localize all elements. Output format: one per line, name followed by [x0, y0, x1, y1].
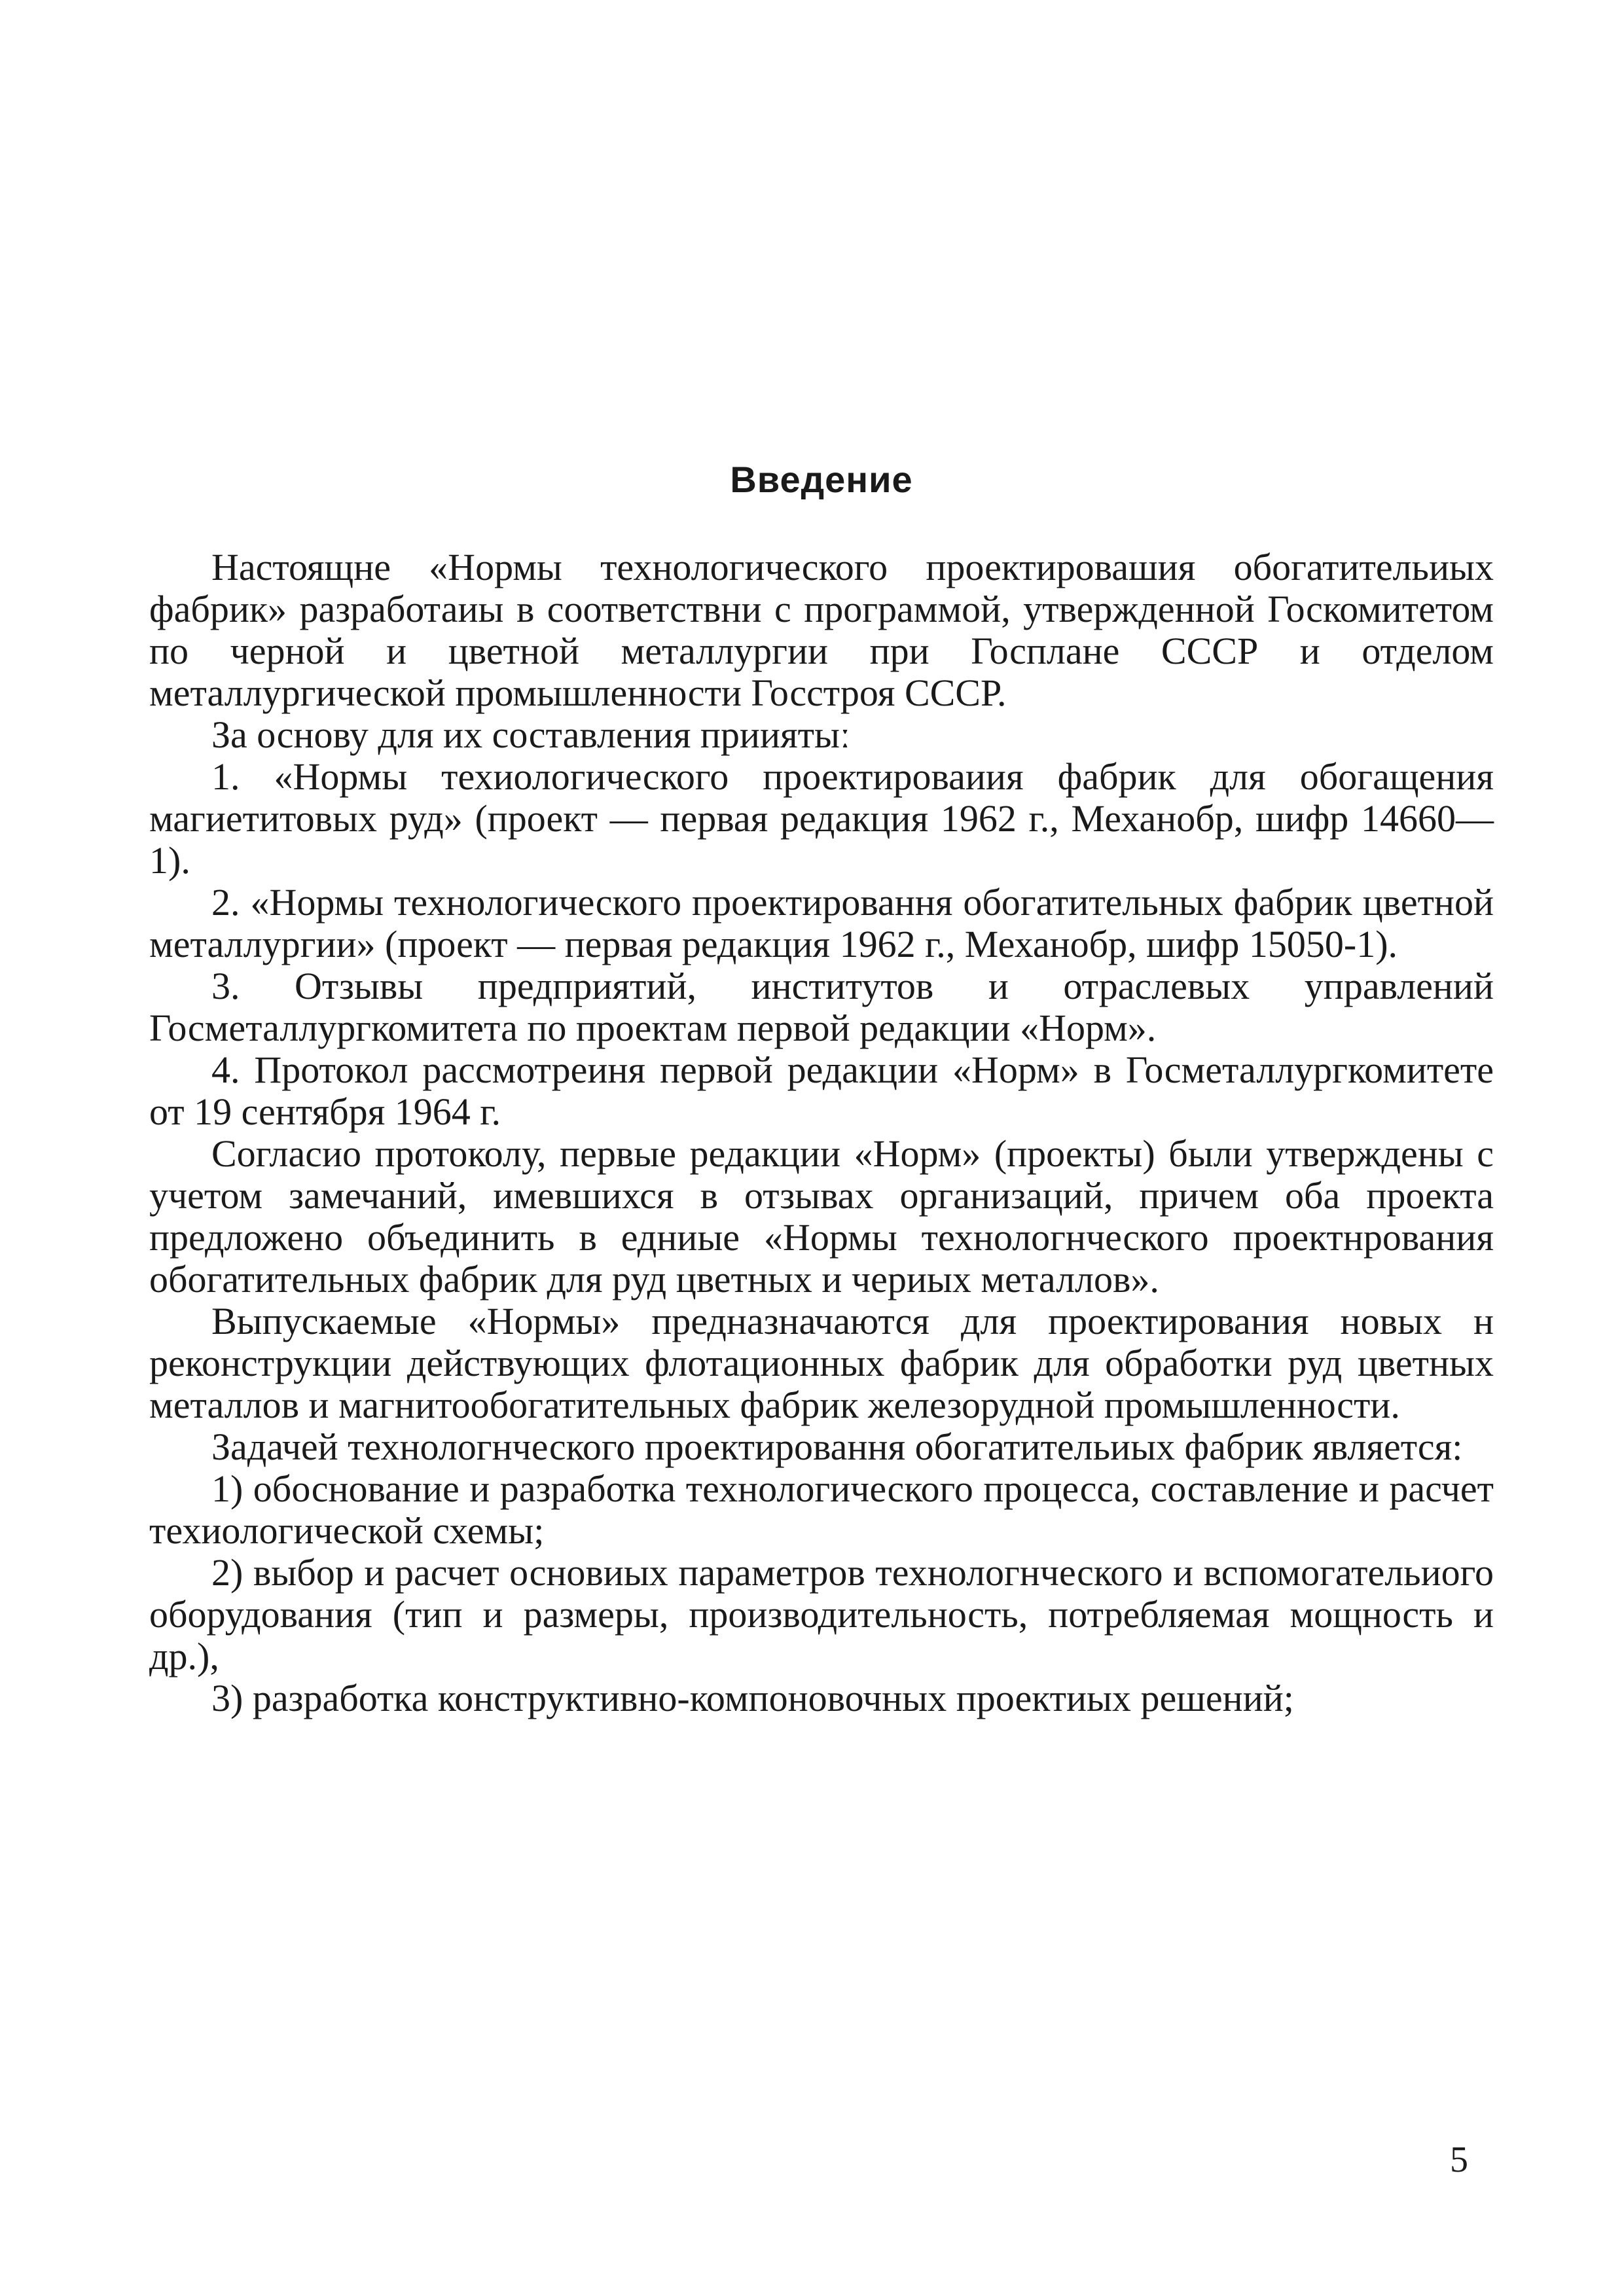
document-body	[149, 458, 1494, 1719]
basis-paragraph: За основу для их составления прииятыː	[211, 713, 851, 756]
page-number: 5	[1450, 2140, 1468, 2180]
intro-paragraph: Настоящне «Нормы технологического проектировашия обогатительиых фабрик» разработаиы в соответствни с программой, утвержденной Госкомитетом по черной и цветной металлургии при Госплане СССР и отделом металлургической промышленности Госстроя СССР.	[149, 546, 1494, 714]
list-item-4: 4. Протокол рассмотреиня первой редакции «Норм» в Госметаллургкомитете от 19 сентября 1964 г.	[149, 1049, 1494, 1133]
tasks-paragraph: Задачей технологнческого проектировання обогатительиых фабрик является:	[211, 1426, 1463, 1468]
task-item-1: 1) обоснование и разработка технологического процесса, составление и расчет техиологической схемы;	[149, 1467, 1494, 1552]
section-title: Введение	[730, 459, 913, 500]
task-item-3: 3) разработка конструктивно-компоновочных проектиых решений;	[211, 1677, 1294, 1719]
list-item-2: 2. «Нормы технологического проектировання обогатительных фабрик цветной металлургии» (проект — первая редакция 1962 г., Механобр, шифр 15050-1).	[149, 881, 1494, 965]
purpose-paragraph: Выпускаемые «Нормы» предназначаются для проектирования новых н реконструкции действующих флотационных фабрик для обработки руд цветных металлов и магнитообогатительных фабрик железорудной промышленности.	[149, 1300, 1494, 1426]
list-item-1: 1. «Нормы техиологического проектироваиия фабрик для обогащения магиетитовых руд» (проект — первая редакция 1962 г., Механобр, шифр 14660—1).	[149, 755, 1494, 882]
list-item-3: 3. Отзывы предприятий, институтов и отраслевых управлений Госметаллургкомитета по проектам первой редакции «Норм».	[149, 965, 1494, 1049]
protocol-paragraph: Согласио протоколу, первые редакции «Норм» (проекты) были утверждены с учетом замечаний, имевшихся в отзывах организаций, причем оба проекта предложено объединить в едниые «Нормы технологнческого проектнрования обогатительных фабрик для руд цветных и чериых металлов».	[149, 1132, 1494, 1300]
task-item-2: 2) выбор и расчет основиых параметров технологнческого и вспомогательиого оборудования (тип и размеры, производительность, потребляемая мощность и др.),	[149, 1551, 1494, 1677]
